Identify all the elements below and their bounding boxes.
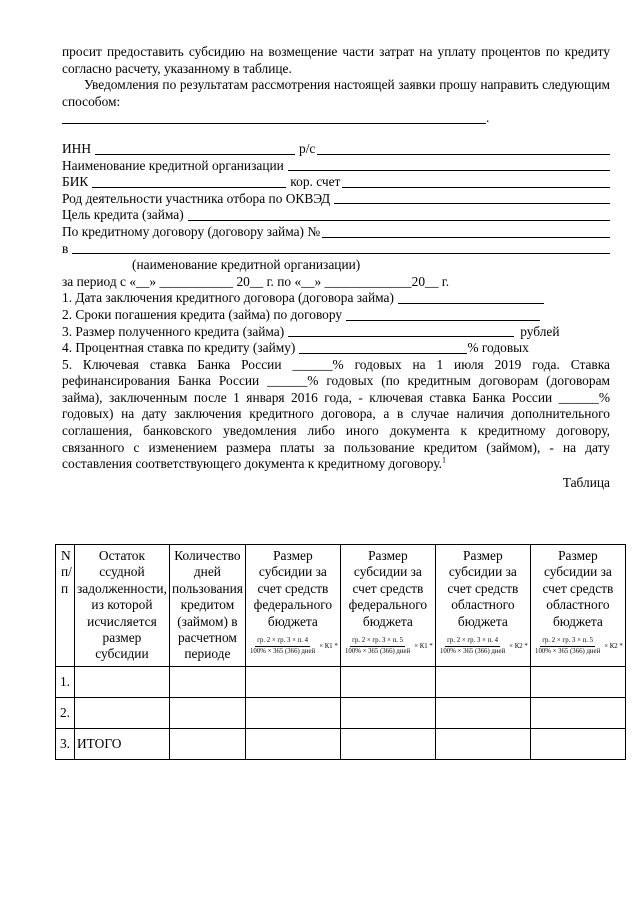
bank-name-label: Наименование кредитной организации	[62, 157, 284, 173]
okved-row	[62, 191, 610, 208]
cell-federal-2[interactable]	[340, 666, 435, 697]
cell-regional-2[interactable]	[530, 728, 625, 759]
footnote-marker: 1	[442, 455, 447, 465]
item-key-rate-text: 5. Ключевая ставка Банка России ______% годовых на 1 июля 2019 года. Ставка рефинансирования Банка России ______% годовых (по кредитным договорам (договорам займа), заключенным после 1 января 2016 года, - ключевая ставка Банка России ______% годовых) на дату заключения кредитного договора, а в случае наличия дополнительного соглашения, банковского уведомления либо иного документа к кредитному договору, связанного с изменением размера платы за пользование кредитом (займом), - на дату составления соответствующего документа к кредитному договору.	[62, 356, 610, 472]
loan-purpose-field[interactable]	[188, 208, 610, 221]
kor-account-field[interactable]	[342, 175, 610, 188]
item-contract-date	[62, 290, 610, 307]
interest-rate-unit: % годовых	[467, 340, 529, 356]
okved-field[interactable]	[334, 191, 610, 204]
bank-in-row	[62, 241, 610, 258]
total-label: ИТОГО	[75, 728, 170, 759]
cell-federal-1[interactable]	[245, 728, 340, 759]
formula-federal-1: $\frac{гр. 2 \times гр. 3 \times п. 4}{\text{100\% × 365 (366) дней}}$ × К1 *	[250, 637, 338, 656]
period-row[interactable]: за период с «__» ___________ 20__ г. по «__» _____________20__ г.	[62, 273, 450, 289]
loan-amount-field[interactable]	[288, 324, 514, 337]
col-header-regional-1-label: Размер субсидии за счет средств областного бюджета	[447, 548, 519, 629]
cell-regional-1[interactable]	[435, 666, 530, 697]
cell-federal-1[interactable]	[245, 697, 340, 728]
cell-regional-2[interactable]	[530, 666, 625, 697]
row-number: 3.	[56, 728, 75, 759]
contract-number-row	[62, 224, 610, 241]
table-row	[56, 666, 626, 697]
bik-row	[62, 174, 610, 191]
bank-name-row	[62, 158, 610, 175]
contract-number-label: По кредитному договору (договору займа) №	[62, 223, 321, 239]
col-header-loan-balance: Остаток ссудной задолженности, из которой исчисляется размер субсидии	[75, 545, 170, 667]
notification-method-text: Уведомления по результатам рассмотрения настоящей заявки прошу направить следующим способом:	[62, 77, 610, 109]
item-repayment-terms	[62, 307, 610, 324]
rs-field[interactable]	[317, 142, 610, 155]
cell-federal-2[interactable]	[340, 728, 435, 759]
formula-federal-2: $\frac{гр. 2 \times гр. 3 \times п. 5}{\text{100\% × 365 (366) дней}}$ × К1 *	[345, 637, 433, 656]
table-row-total	[56, 728, 626, 759]
col-header-regional-1	[435, 545, 530, 667]
loan-amount-unit: рублей	[520, 323, 560, 339]
table-title: Таблица	[562, 474, 610, 490]
bik-label: БИК	[62, 174, 89, 190]
item-loan-amount	[62, 324, 610, 341]
cell-regional-2[interactable]	[530, 697, 625, 728]
table-row	[56, 697, 626, 728]
cell-loan-balance[interactable]	[75, 697, 170, 728]
loan-purpose-label: Цель кредита (займа)	[62, 207, 184, 223]
kor-account-label: кор. счет	[290, 174, 341, 190]
col-header-federal-2	[340, 545, 435, 667]
col-header-federal-2-label: Размер субсидии за счет средств федерального бюджета	[348, 548, 428, 629]
application-form-page	[62, 44, 610, 491]
row-number: 1.	[56, 666, 75, 697]
col-header-number: N п/п	[56, 545, 75, 667]
cell-loan-balance[interactable]	[75, 666, 170, 697]
bik-field[interactable]	[92, 175, 286, 188]
inn-row	[62, 141, 610, 158]
bank-in-label: в	[62, 240, 69, 256]
col-header-federal-1	[245, 545, 340, 667]
inn-field[interactable]	[95, 142, 295, 155]
contract-date-field[interactable]	[398, 291, 544, 304]
col-header-federal-1-label: Размер субсидии за счет средств федерального бюджета	[253, 548, 333, 629]
cell-days[interactable]	[169, 666, 245, 697]
interest-rate-field[interactable]	[299, 341, 467, 354]
notification-method-field[interactable]: .	[62, 110, 610, 127]
item-loan-amount-label: 3. Размер полученного кредита (займа)	[62, 323, 285, 339]
formula-regional-1: $\frac{гр. 2 \times гр. 3 \times п. 4}{\text{100\% × 365 (366) дней}}$ × К2 *	[440, 637, 528, 656]
loan-purpose-row	[62, 207, 610, 224]
item-contract-date-label: 1. Дата заключения кредитного договора (договора займа)	[62, 290, 394, 306]
cell-days[interactable]	[169, 728, 245, 759]
repayment-terms-field[interactable]	[346, 308, 540, 321]
cell-days[interactable]	[169, 697, 245, 728]
item-interest-rate-label: 4. Процентная ставка по кредиту (займу)	[62, 340, 296, 356]
col-header-days: Количество дней пользования кредитом (займом) в расчетном периоде	[169, 545, 245, 667]
formula-regional-2: $\frac{гр. 2 \times гр. 3 \times п. 5}{\text{100\% × 365 (366) дней}}$ × К2 *	[535, 637, 623, 656]
bank-in-field[interactable]	[72, 241, 610, 254]
contract-number-field[interactable]	[322, 225, 610, 238]
table-header-row	[56, 545, 626, 667]
cell-federal-2[interactable]	[340, 697, 435, 728]
subsidy-calculation-table	[55, 544, 626, 760]
okved-label: Род деятельности участника отбора по ОКВЭД	[62, 190, 331, 206]
cell-regional-1[interactable]	[435, 697, 530, 728]
item-key-rate	[62, 357, 610, 473]
bank-name-field[interactable]	[288, 158, 610, 171]
cell-federal-1[interactable]	[245, 666, 340, 697]
rs-label: р/с	[299, 140, 316, 156]
bank-name-hint: (наименование кредитной организации)	[132, 257, 361, 273]
row-number: 2.	[56, 697, 75, 728]
subsidy-request-text: просит предоставить субсидию на возмещение части затрат на уплату процентов по кредиту согласно расчету, указанному в таблице.	[62, 44, 610, 76]
inn-label: ИНН	[62, 140, 92, 156]
cell-regional-1[interactable]	[435, 728, 530, 759]
col-header-regional-2-label: Размер субсидии за счет средств областного бюджета	[542, 548, 614, 629]
item-repayment-terms-label: 2. Сроки погашения кредита (займа) по договору	[62, 306, 343, 322]
col-header-regional-2	[530, 545, 625, 667]
item-interest-rate	[62, 340, 610, 357]
